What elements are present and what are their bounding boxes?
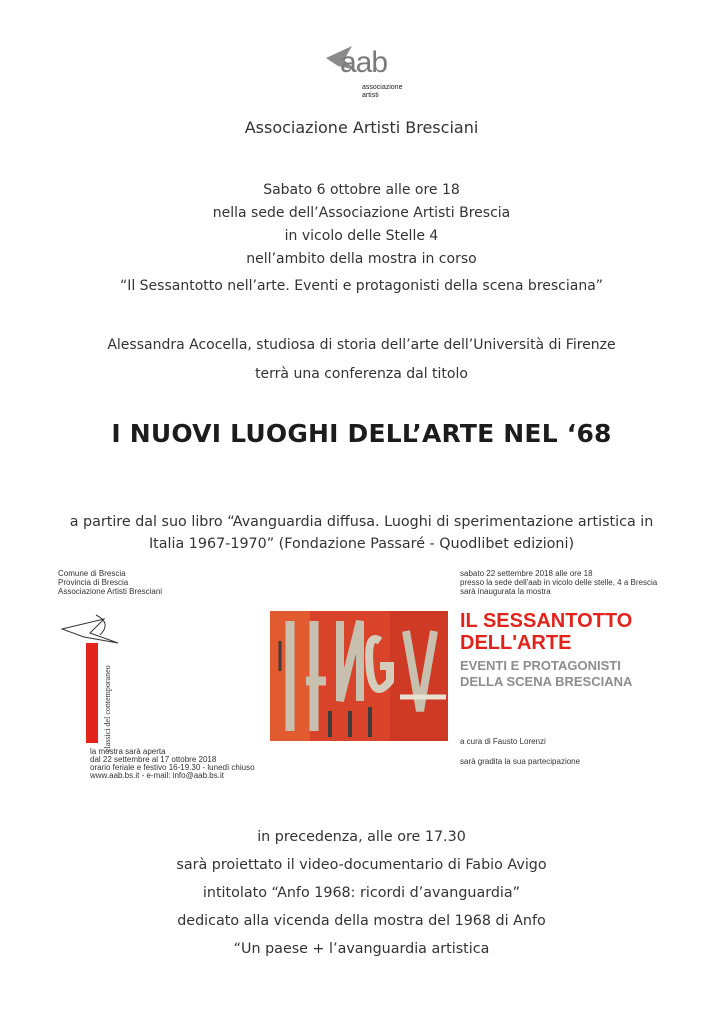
poster-bottom-left-line: orario feriale e festivo 16-19.30 - lunedì chiuso [90,763,255,772]
bottom-line: in precedenza, alle ore 17.30 [257,829,466,845]
book-line: a partire dal suo libro “Avanguardia diffusa. Luoghi di sperimentazione artistica in [69,514,654,530]
logo-sub-line-1: associazione [362,84,403,91]
poster-vertical-label: classici del contemporaneo [103,665,112,752]
painting-image [270,611,448,741]
bottom-line: “Un paese + l’avanguardia artistica [233,941,490,957]
book-line: Italia 1967-1970” (Fondazione Passaré - Quodlibet edizioni) [148,536,575,552]
bottom-line: intitolato “Anfo 1968: ricordi d’avanguardia” [202,885,521,901]
exhibition-poster [56,567,668,782]
speaker-line: Alessandra Acocella, studiosa di storia dell’arte dell’Università di Firenze [107,337,616,353]
logo-word: aab [340,46,388,79]
event-line: in vicolo delle Stelle 4 [284,228,439,244]
organization-name: Associazione Artisti Bresciani [244,118,479,137]
poster-bottom-left-line: dal 22 settembre al 17 ottobre 2018 [90,755,217,764]
exhibition-title: “Il Sessantotto nell’arte. Eventi e protagonisti della scena bresciana” [119,278,604,294]
bottom-line: dedicato alla vicenda della mostra del 1968 di Anfo [177,913,546,929]
poster-top-left-line: Provincia di Brescia [58,578,129,587]
poster-top-left-line: Comune di Brescia [58,569,126,578]
event-line: nell’ambito della mostra in corso [246,251,477,267]
poster-bottom-left-line: la mostra sarà aperta [90,747,166,756]
event-line: nella sede dell’Associazione Artisti Brescia [212,205,511,221]
poster-top-left-line: Associazione Artisti Bresciani [58,587,163,596]
poster-top-right-line: sabato 22 settembre 2018 alle ore 18 [460,569,593,578]
bottom-line: sarà proiettato il video-documentario di Fabio Avigo [176,857,547,873]
poster-top-right-line: sarà inaugurata la mostra [460,587,551,596]
speaker-line: terrà una conferenza dal titolo [255,366,468,382]
red-vertical-bar [86,643,98,743]
poster-red-title-2: DELL'ARTE [460,632,572,654]
poster-grey-title-1: EVENTI E PROTAGONISTI [460,658,621,673]
event-line: Sabato 6 ottobre alle ore 18 [263,182,460,198]
logo-sub-line-2: artisti [362,92,379,99]
poster-welcome: sarà gradita la sua partecipazione [460,757,581,766]
poster-bottom-left-line: www.aab.bs.it - e-mail: info@aab.bs.it [90,771,224,780]
poster-top-right-line: presso la sede dell'aab in vicolo delle stelle, 4 a Brescia [460,578,658,587]
conference-title: I NUOVI LUOGHI DELL’ARTE NEL ‘68 [111,419,612,448]
poster-red-title-1: IL SESSANTOTTO [460,610,633,632]
aab-logo [322,44,412,108]
poster-grey-title-2: DELLA SCENA BRESCIANA [460,674,633,689]
poster-curator: a cura di Fausto Lorenzi [460,737,546,746]
